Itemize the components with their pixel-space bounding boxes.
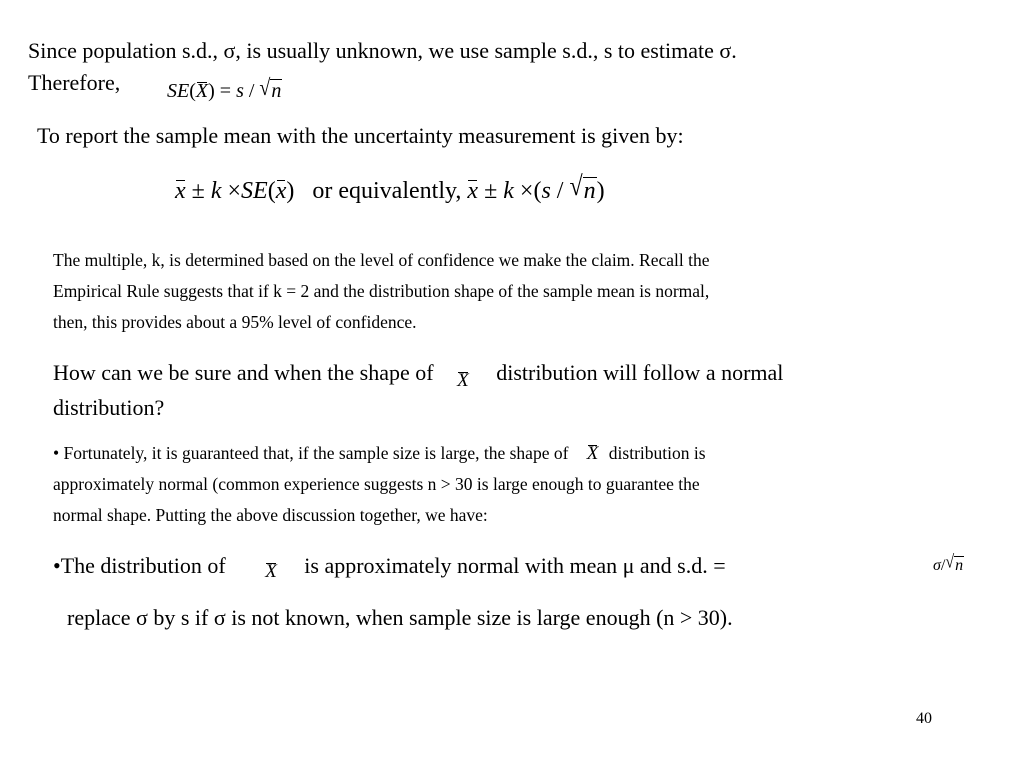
sqrt-n [259, 74, 282, 103]
therefore-label: Therefore, [28, 70, 121, 95]
se-symbol: SE [167, 80, 190, 102]
question-line-2: distribution? [53, 395, 165, 420]
fortunately-text-before: • Fortunately, it is guaranteed that, if the sample size is large, the shape of [53, 443, 569, 463]
se-lparen: ( [189, 80, 196, 102]
times-symbol: × [227, 178, 242, 204]
conclusion-line [53, 553, 726, 582]
xbar-symbol: X [586, 443, 599, 464]
intro-sentence: Since population s.d., σ, is usually unknown, we use sample s.d., s to estimate σ. [28, 38, 737, 63]
sqrt-icon: √ [259, 74, 271, 101]
para-line-2: Empirical Rule suggests that if k = 2 and the distribution shape of the sample mean is normal, [53, 281, 710, 301]
xbar-symbol: X [265, 561, 277, 582]
plus-minus: ± [191, 178, 205, 204]
lparen: ( [267, 178, 276, 204]
se-symbol: SE [241, 178, 268, 204]
question-text-before: How can we be sure and when the shape of [53, 360, 434, 385]
times-symbol: × [519, 178, 534, 204]
fortunately-line-3: normal shape. Putting the above discussion together, we have: [53, 505, 488, 525]
rparen: ) [596, 178, 605, 204]
n-symbol: n [271, 80, 282, 102]
page-number: 40 [916, 710, 932, 727]
slash-symbol: / [940, 557, 946, 574]
se-formula [167, 74, 282, 103]
sqrt-icon: √ [569, 172, 583, 202]
question-line-1 [53, 360, 784, 391]
n-symbol: n [955, 557, 964, 574]
k-symbol: k [503, 178, 514, 204]
xbar-symbol: x [275, 178, 287, 204]
xbar-symbol: x [467, 178, 479, 204]
plus-minus: ± [484, 178, 498, 204]
s-symbol: s [236, 80, 244, 102]
xbar-symbol: X [195, 80, 209, 102]
fortunately-line-2: approximately normal (common experience suggests n > 30 is large enough to guarantee the [53, 474, 700, 494]
n-symbol: n [583, 178, 596, 204]
report-formula [175, 172, 605, 205]
equals-sign: = [219, 80, 232, 102]
question-text-after: distribution will follow a normal [496, 360, 784, 385]
rparen: ) [286, 178, 295, 204]
para-line-1: The multiple, k, is determined based on the level of confidence we make the claim. Recall the [53, 250, 710, 270]
sd-formula [933, 552, 964, 575]
fortunately-text-after: distribution is [608, 443, 706, 463]
slash-symbol: / [248, 80, 255, 102]
para-line-3: then, this provides about a 95% level of confidence. [53, 312, 417, 332]
sigma-symbol: σ [933, 557, 941, 574]
report-sentence: To report the sample mean with the uncertainty measurement is given by: [37, 123, 684, 148]
fortunately-line-1 [53, 443, 706, 465]
sqrt-n [569, 172, 596, 205]
se-rparen: ) [208, 80, 215, 102]
k-symbol: k [210, 178, 222, 204]
lparen: ( [533, 178, 542, 204]
conclusion-text-after: is approximately normal with mean μ and s.d. = [304, 553, 726, 578]
replace-line: replace σ by s if σ is not known, when sample size is large enough (n > 30). [67, 605, 733, 630]
or-equivalently-label: or equivalently, [312, 178, 462, 204]
s-symbol: s [541, 178, 551, 204]
conclusion-text-before: •The distribution of [53, 553, 226, 578]
sqrt-icon: √ [945, 552, 955, 573]
slash-symbol: / [556, 178, 564, 204]
sqrt-n [945, 552, 964, 575]
xbar-symbol: x [175, 178, 186, 204]
xbar-symbol: X [457, 370, 469, 391]
